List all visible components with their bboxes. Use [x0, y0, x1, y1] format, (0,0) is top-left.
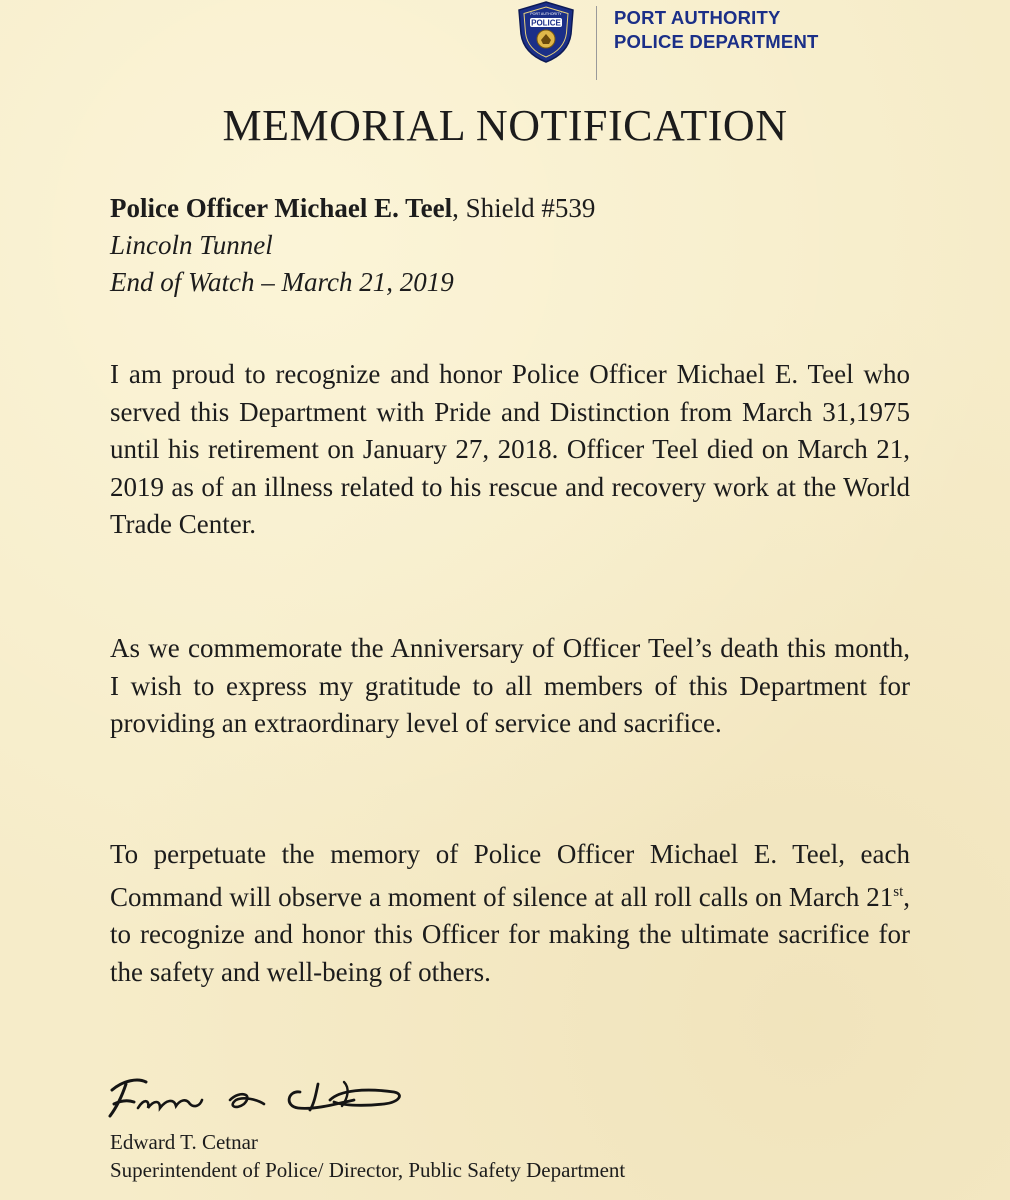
honoree-command: Lincoln Tunnel: [110, 230, 273, 260]
header-divider: [596, 6, 597, 80]
page-title: MEMORIAL NOTIFICATION: [222, 101, 788, 150]
paragraph-2: As we commemorate the Anniversary of Officer Teel’s death this month, I wish to express my gratitude to all members of this Department for providing an extraordinary level of service and sacrifice.: [110, 633, 910, 738]
signer-block: [110, 1128, 625, 1184]
org-line1: PORT AUTHORITY: [614, 7, 781, 28]
ordinal-suffix: st: [893, 883, 904, 900]
honoree-block: [110, 190, 595, 301]
honoree-line: [110, 190, 595, 227]
signer-name: Edward T. Cetnar: [110, 1130, 258, 1154]
badge-arc-text: PORT AUTHORITY: [530, 12, 562, 16]
paragraph-3-part2: , to recognize and honor this Officer for making the ultimate sacrifice for the safety and well-being of others.: [110, 881, 910, 987]
signer-title: Superintendent of Police/ Director, Public Safety Department: [110, 1158, 626, 1182]
org-line2: POLICE DEPARTMENT: [614, 31, 819, 52]
handwritten-signature: [104, 1070, 414, 1122]
police-badge-icon: [515, 0, 577, 64]
badge-center-text: POLICE: [531, 18, 561, 28]
paragraph-3: [110, 836, 910, 991]
honoree-shield: , Shield #539: [452, 193, 596, 223]
paragraph-3-part1: To perpetuate the memory of Police Officer Michael E. Teel, each Command will observe a moment of silence at all roll calls on March 21: [110, 839, 910, 912]
letterhead: [0, 0, 1010, 80]
honoree-name: Police Officer Michael E. Teel: [110, 193, 453, 223]
org-name: [614, 6, 819, 54]
end-of-watch: End of Watch – March 21, 2019: [110, 267, 454, 297]
paragraph-1: I am proud to recognize and honor Police Officer Michael E. Teel who served this Department with Pride and Distinction from March 31,1975 until his retirement on January 27, 2018. Officer Teel died on March 21, 2019 as of an illness related to his rescue and recovery work at the World Trade Center.: [110, 359, 910, 539]
